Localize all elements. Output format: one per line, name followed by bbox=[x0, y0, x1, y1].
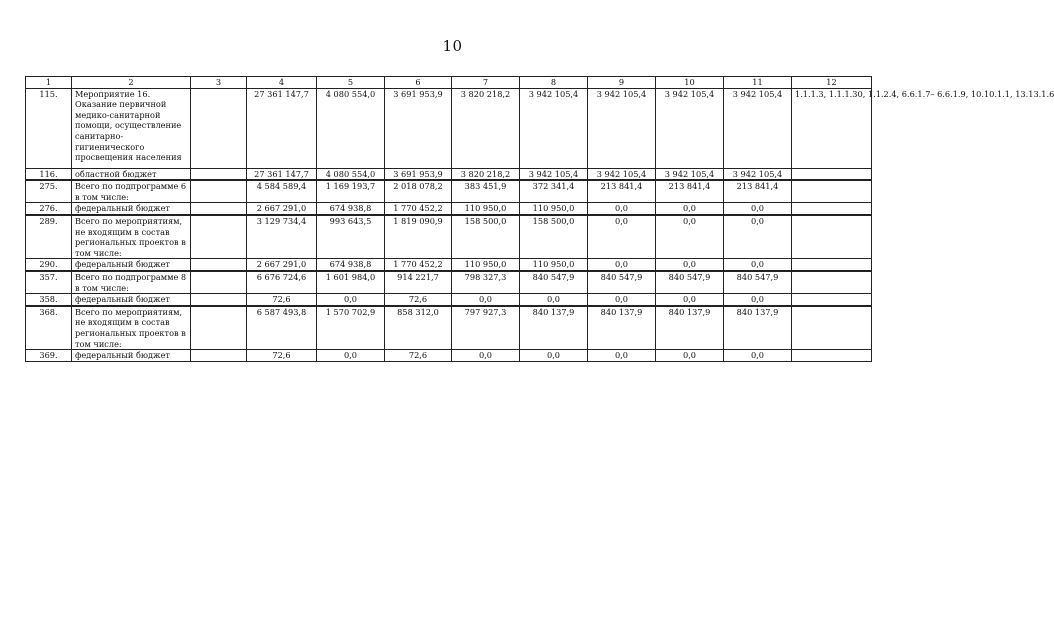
indicator-reference bbox=[792, 203, 872, 215]
value-cell: 0,0 bbox=[588, 203, 656, 215]
row-number: 290. bbox=[26, 259, 72, 271]
indicator-reference bbox=[792, 168, 872, 180]
row-number: 116. bbox=[26, 168, 72, 180]
table-row bbox=[26, 168, 872, 180]
value-cell: 2 667 291,0 bbox=[247, 203, 317, 215]
value-cell: 4 080 554,0 bbox=[317, 168, 385, 180]
column-number-12: 12 bbox=[792, 77, 872, 89]
column-number-4: 4 bbox=[247, 77, 317, 89]
value-cell: 858 312,0 bbox=[385, 306, 452, 350]
value-cell: 72,6 bbox=[385, 350, 452, 362]
value-cell: 674 938,8 bbox=[317, 203, 385, 215]
value-cell: 3 691 953,9 bbox=[385, 88, 452, 168]
value-cell: 1 770 452,2 bbox=[385, 203, 452, 215]
value-cell: 3 942 105,4 bbox=[588, 168, 656, 180]
table-row bbox=[26, 350, 872, 362]
value-cell: 4 080 554,0 bbox=[317, 88, 385, 168]
column-number-6: 6 bbox=[385, 77, 452, 89]
value-cell: 3 942 105,4 bbox=[656, 168, 724, 180]
value-cell: 3 691 953,9 bbox=[385, 168, 452, 180]
value-cell: 27 361 147,7 bbox=[247, 168, 317, 180]
column-3-cell bbox=[191, 350, 247, 362]
row-number: 276. bbox=[26, 203, 72, 215]
row-name: Всего по мероприятиям, не входящим в состав региональных проектов в том числе: bbox=[72, 215, 191, 259]
value-cell: 0,0 bbox=[317, 350, 385, 362]
table-row bbox=[26, 259, 872, 271]
row-name: федеральный бюджет bbox=[72, 350, 191, 362]
row-name: областной бюджет bbox=[72, 168, 191, 180]
value-cell: 2 018 078,2 bbox=[385, 180, 452, 203]
column-number-9: 9 bbox=[588, 77, 656, 89]
column-number-11: 11 bbox=[724, 77, 792, 89]
value-cell: 914 221,7 bbox=[385, 271, 452, 294]
row-number: 357. bbox=[26, 271, 72, 294]
table-row bbox=[26, 180, 872, 203]
value-cell: 0,0 bbox=[656, 215, 724, 259]
value-cell: 840 547,9 bbox=[656, 271, 724, 294]
value-cell: 0,0 bbox=[656, 350, 724, 362]
table-row bbox=[26, 271, 872, 294]
value-cell: 0,0 bbox=[520, 294, 588, 306]
indicator-reference bbox=[792, 294, 872, 306]
row-name: Всего по подпрограмме 6 в том числе: bbox=[72, 180, 191, 203]
value-cell: 3 129 734,4 bbox=[247, 215, 317, 259]
row-name: Мероприятие 16. Оказание первичной медико-санитарной помощи, осуществление санитарно-гигиенического просвещения населения bbox=[72, 88, 191, 168]
column-number-10: 10 bbox=[656, 77, 724, 89]
column-3-cell bbox=[191, 215, 247, 259]
value-cell: 3 942 105,4 bbox=[724, 168, 792, 180]
value-cell: 0,0 bbox=[588, 294, 656, 306]
value-cell: 72,6 bbox=[247, 350, 317, 362]
value-cell: 110 950,0 bbox=[452, 259, 520, 271]
row-number: 275. bbox=[26, 180, 72, 203]
column-3-cell bbox=[191, 294, 247, 306]
value-cell: 1 570 702,9 bbox=[317, 306, 385, 350]
value-cell: 0,0 bbox=[724, 350, 792, 362]
column-3-cell bbox=[191, 271, 247, 294]
value-cell: 72,6 bbox=[247, 294, 317, 306]
value-cell: 0,0 bbox=[724, 215, 792, 259]
value-cell: 840 137,9 bbox=[724, 306, 792, 350]
table-row bbox=[26, 88, 872, 168]
value-cell: 383 451,9 bbox=[452, 180, 520, 203]
value-cell: 0,0 bbox=[588, 350, 656, 362]
value-cell: 1 169 193,7 bbox=[317, 180, 385, 203]
value-cell: 158 500,0 bbox=[520, 215, 588, 259]
row-number: 368. bbox=[26, 306, 72, 350]
row-name: федеральный бюджет bbox=[72, 203, 191, 215]
value-cell: 3 942 105,4 bbox=[588, 88, 656, 168]
value-cell: 840 547,9 bbox=[588, 271, 656, 294]
value-cell: 3 942 105,4 bbox=[656, 88, 724, 168]
value-cell: 3 942 105,4 bbox=[520, 168, 588, 180]
value-cell: 1 770 452,2 bbox=[385, 259, 452, 271]
value-cell: 840 547,9 bbox=[724, 271, 792, 294]
row-number: 115. bbox=[26, 88, 72, 168]
row-name: федеральный бюджет bbox=[72, 294, 191, 306]
column-number-3: 3 bbox=[191, 77, 247, 89]
column-number-5: 5 bbox=[317, 77, 385, 89]
row-number: 358. bbox=[26, 294, 72, 306]
column-3-cell bbox=[191, 180, 247, 203]
value-cell: 110 950,0 bbox=[520, 259, 588, 271]
value-cell: 4 584 589,4 bbox=[247, 180, 317, 203]
value-cell: 0,0 bbox=[588, 215, 656, 259]
value-cell: 840 137,9 bbox=[520, 306, 588, 350]
indicator-reference bbox=[792, 215, 872, 259]
table-row bbox=[26, 294, 872, 306]
table-body bbox=[26, 77, 1054, 362]
value-cell: 0,0 bbox=[520, 350, 588, 362]
value-cell: 2 667 291,0 bbox=[247, 259, 317, 271]
column-number-8: 8 bbox=[520, 77, 588, 89]
indicator-reference bbox=[792, 180, 872, 203]
table-row bbox=[26, 306, 872, 350]
value-cell: 1 819 090,9 bbox=[385, 215, 452, 259]
table-row bbox=[26, 215, 872, 259]
indicator-reference bbox=[792, 306, 872, 350]
column-number-2: 2 bbox=[72, 77, 191, 89]
column-3-cell bbox=[191, 203, 247, 215]
value-cell: 797 927,3 bbox=[452, 306, 520, 350]
indicator-reference: 1.1.1.3, 1.1.1.30, 1.1.2.4, 6.6.1.7– 6.6.1.9, 10.10.1.1, 13.13.1.6 bbox=[792, 88, 872, 168]
value-cell: 0,0 bbox=[656, 203, 724, 215]
value-cell: 6 587 493,8 bbox=[247, 306, 317, 350]
budget-table bbox=[25, 76, 1054, 362]
value-cell: 213 841,4 bbox=[588, 180, 656, 203]
value-cell: 0,0 bbox=[724, 294, 792, 306]
value-cell: 0,0 bbox=[724, 259, 792, 271]
value-cell: 0,0 bbox=[656, 294, 724, 306]
value-cell: 158 500,0 bbox=[452, 215, 520, 259]
value-cell: 6 676 724,6 bbox=[247, 271, 317, 294]
row-number: 369. bbox=[26, 350, 72, 362]
value-cell: 0,0 bbox=[452, 350, 520, 362]
value-cell: 0,0 bbox=[317, 294, 385, 306]
column-3-cell bbox=[191, 168, 247, 180]
value-cell: 72,6 bbox=[385, 294, 452, 306]
value-cell: 0,0 bbox=[452, 294, 520, 306]
value-cell: 0,0 bbox=[724, 203, 792, 215]
value-cell: 3 820 218,2 bbox=[452, 88, 520, 168]
page-number: 10 bbox=[442, 37, 463, 55]
value-cell: 840 547,9 bbox=[520, 271, 588, 294]
value-cell: 3 942 105,4 bbox=[520, 88, 588, 168]
column-3-cell bbox=[191, 306, 247, 350]
column-number-1: 1 bbox=[26, 77, 72, 89]
value-cell: 840 137,9 bbox=[656, 306, 724, 350]
row-number: 289. bbox=[26, 215, 72, 259]
value-cell: 674 938,8 bbox=[317, 259, 385, 271]
value-cell: 372 341,4 bbox=[520, 180, 588, 203]
table-row bbox=[26, 203, 872, 215]
value-cell: 27 361 147,7 bbox=[247, 88, 317, 168]
value-cell: 3 820 218,2 bbox=[452, 168, 520, 180]
row-name: Всего по мероприятиям, не входящим в состав региональных проектов в том числе: bbox=[72, 306, 191, 350]
value-cell: 213 841,4 bbox=[724, 180, 792, 203]
value-cell: 0,0 bbox=[656, 259, 724, 271]
indicator-reference bbox=[792, 350, 872, 362]
column-3-cell bbox=[191, 259, 247, 271]
value-cell: 0,0 bbox=[588, 259, 656, 271]
value-cell: 798 327,3 bbox=[452, 271, 520, 294]
column-3-cell bbox=[191, 88, 247, 168]
row-name: Всего по подпрограмме 8 в том числе: bbox=[72, 271, 191, 294]
value-cell: 3 942 105,4 bbox=[724, 88, 792, 168]
value-cell: 213 841,4 bbox=[656, 180, 724, 203]
indicator-reference bbox=[792, 271, 872, 294]
row-name: федеральный бюджет bbox=[72, 259, 191, 271]
indicator-reference bbox=[792, 259, 872, 271]
column-number-7: 7 bbox=[452, 77, 520, 89]
value-cell: 993 643,5 bbox=[317, 215, 385, 259]
column-number-row bbox=[26, 77, 872, 89]
value-cell: 110 950,0 bbox=[520, 203, 588, 215]
value-cell: 1 601 984,0 bbox=[317, 271, 385, 294]
value-cell: 110 950,0 bbox=[452, 203, 520, 215]
value-cell: 840 137,9 bbox=[588, 306, 656, 350]
